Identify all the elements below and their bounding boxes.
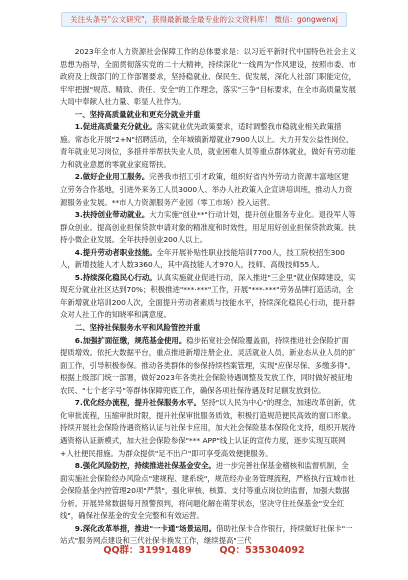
item-1-body: 落实就业优先政策要求，适时调整我市稳就业相关政策措施。常态化开展"2+N"招聘活动，全年城镇新增就业7900人以上。大力开发公益性岗位、青年就业见习岗位，多措并举帮扶失业人员，就业困难人员等重点群体就业，做好有劳动能力和就业意愿的零就业家庭帮扶。	[60, 122, 356, 169]
item-3	[60, 209, 356, 247]
item-4	[60, 247, 356, 272]
footer-qq: QQ：535304092	[219, 545, 305, 556]
footer	[0, 542, 408, 562]
item-3-body: 大力实施"创业**"行动计划，提升创业服务专业化。退役军人等群众创业。提高创业担保贷款申请对象的精准度和时效性，用足用好创业担保贷款政策。扶持小微企业发展。全年扶持创业200人以上。	[60, 210, 356, 245]
item-8-title: 8.强化风险防控，持续推进社保基金安全。	[74, 461, 216, 471]
item-5-body: 认真实施就业促进行动，深入推进"三企里"就业保障建设，实现充分就业社区达到70%；积极推进"***·***"工作，开展"***·***"劳务品牌打造活动，全年新增就业培训200人次，全面提升劳动者素质与技能水平，持续深化稳民心行动，提升群众对人社工作的知晓率和满意度。	[60, 272, 356, 320]
item-7-body: 坚持"以人民为中心"的理念，加速改革创新，优化审批流程，压缩审批时限，提升社保审批服务质效，积极打造规范便民高效的窗口形象。持续开展社会保险待遇资格认证与社保卡应用，加大社会保险基本保险化支持，组织开展待遇资格认证新模式，加大社会保险参保"*** APP"线上认证的宣传力度，逐步实现互联网+人社便民措施。为群众提供"足不出户"即可享受高效便捷服务。	[60, 398, 356, 458]
item-1	[60, 121, 356, 171]
item-9-title: 9.深化改革举措，推进"一卡通"场景运用。	[74, 523, 217, 533]
section-heading-1: 一、坚持高质量就业和更充分就业并重	[74, 109, 201, 119]
item-8-body: 进一步完善社保基金稽核和监督机制，全面实施社会保险经办风险点"建规程、建系统"，规范经办业务管理流程，严格执行宜城市社会保险基金内控管理20项"严禁"，强化审核、核算、支付等重点岗位的监督，加强大数据分析。开展异常数据每月预警预判，将问题化解在萌芽状态，坚决守住社保基金"安全红线"，确保社保基金的安全完整和有效运营。	[60, 461, 356, 521]
item-6-title: 6.加强扩面征缴，规范基金使用。	[74, 335, 187, 345]
item-4-body: 全年开展补贴性职业技能培训7700人，技工院校招生300人，新增技能人才人数3360人，其中高技能人才970人，技师、高级技师55人。	[60, 247, 345, 270]
item-4-title: 4.提升劳动者职业技能。	[74, 247, 157, 257]
item-2-body: 完善我市招工引才政策，组织好省内外劳动力资源丰富地区建立劳务合作基地，引进外来务工人员3000人、举办人社政策入企宣讲培训班，推动人力资源服务业发展。**市人力资源服务产业园（零工市场）投入运营。	[60, 172, 353, 207]
item-2	[60, 171, 356, 209]
item-1-title: 1.促进高质量充分就业。	[74, 122, 157, 132]
item-5	[60, 272, 356, 322]
footer-qq-group: QQ群：31991489	[103, 545, 192, 556]
item-6	[60, 335, 356, 398]
item-9-body: 借助社保卡合作银行，持续做好社保卡"一站式"服务网点建设和三代社保卡换发工作，继续提高"三代	[60, 523, 353, 546]
top-banner	[0, 0, 408, 38]
item-6-body: 稳步拓宽社会保险覆盖面，持续推进社会保险扩面提质增效。依托大数据平台，重点推进新增注册企业、灵活就业人员、新业态从业人员的扩面工作，引导积极参保。推动各类群体的参保持续档案管理，实现"应保尽保、多缴多得"。根据上级部门统一部署，做好2023年各类社会保险待遇调整及发放工作，同时做好被征地农民、"七个老字号"等群体保障兜底工作，确保各项社保待遇及时足额发放到位。	[60, 335, 356, 395]
intro-paragraph: 2023年全市人力资源社会保障工作的总体要求是：以习近平新时代中国特色社会主义思想为指导，全面贯彻落实党的二十大精神，持续深化"一线两为"作风建设，按照市委、市政府及上级部门的工作部署要求，坚持稳就业、保民生、促发展，深化人社部门职能定位，牢牢把握"规范、精致、责任、安全"的工作理念，落实"三争"目标要求，在全市高质量发展大局中奉献人社力量、彰显人社作为。	[60, 47, 356, 107]
item-2-title: 2.做好企业用工服务。	[74, 172, 150, 182]
banner-text: 关注头条号"公文研究"，获得最新最全最专业的公文资料库！ 微信：gongwenxj	[61, 12, 347, 27]
item-7	[60, 397, 356, 460]
item-8	[60, 460, 356, 523]
item-5-title: 5.持续深化稳民心行动。	[74, 272, 157, 282]
item-7-title: 7.优化经办流程，提升社保服务水平。	[74, 398, 201, 408]
document-body	[60, 46, 356, 548]
section-heading-2: 二、坚持社保服务水平和风险管控并重	[74, 323, 201, 333]
item-3-title: 3.扶持创业带动就业。	[74, 210, 150, 220]
